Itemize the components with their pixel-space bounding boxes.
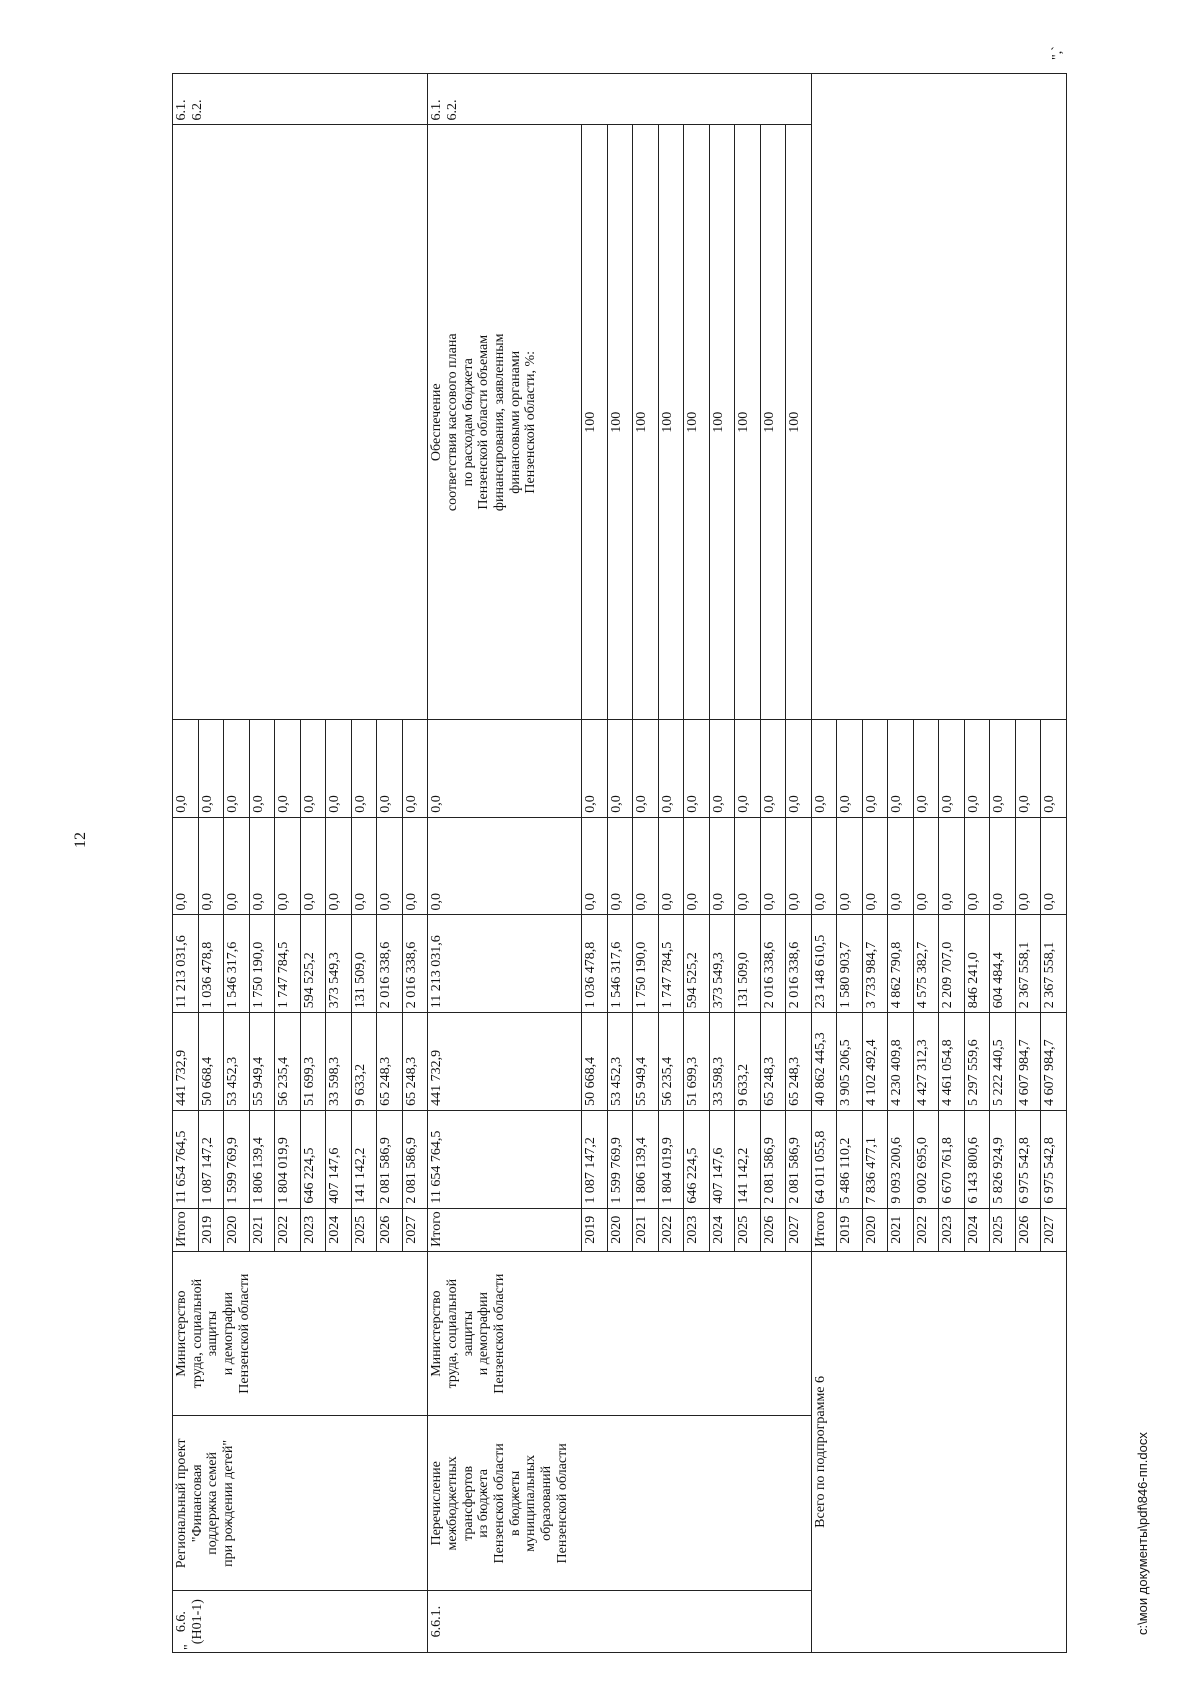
amount-cell-v2: 56 235,4 <box>275 1013 301 1111</box>
amount-cell-v2: 50 668,4 <box>582 1013 608 1111</box>
amount-cell-v5: 0,0 <box>939 720 965 818</box>
row-executor: Министерство труда, социальной защиты и демографии Пензенской области <box>428 1251 812 1416</box>
budget-table <box>172 73 1067 1653</box>
amount-cell-v3: 2 016 338,6 <box>760 915 786 1013</box>
amount-cell-v2: 51 699,3 <box>300 1013 326 1111</box>
amount-cell-v4: 0,0 <box>633 817 659 915</box>
period-cell: 2022 <box>913 1208 939 1251</box>
amount-cell-v5: 0,0 <box>300 720 326 818</box>
amount-cell-v4: 0,0 <box>173 817 199 915</box>
amount-cell-v2: 56 235,4 <box>658 1013 684 1111</box>
amount-cell-v4: 0,0 <box>913 817 939 915</box>
table-row <box>811 74 837 1653</box>
period-cell: 2027 <box>786 1208 812 1251</box>
table-row <box>428 74 582 1653</box>
amount-cell-v2: 65 248,3 <box>786 1013 812 1111</box>
amount-cell-v3: 1 546 317,6 <box>224 915 250 1013</box>
amount-cell-v1: 6 975 542,8 <box>1015 1110 1041 1208</box>
period-cell: 2019 <box>582 1208 608 1251</box>
amount-cell-v4: 0,0 <box>658 817 684 915</box>
amount-cell-v4: 0,0 <box>888 817 914 915</box>
period-cell: 2020 <box>607 1208 633 1251</box>
indicator-value: 100 <box>684 125 710 720</box>
amount-cell-v2: 9 633,2 <box>735 1013 761 1111</box>
amount-cell-v4: 0,0 <box>760 817 786 915</box>
amount-cell-v4: 0,0 <box>990 817 1016 915</box>
amount-cell-v2: 4 427 312,3 <box>913 1013 939 1111</box>
amount-cell-v1: 2 081 586,9 <box>786 1110 812 1208</box>
row-name: Региональный проект "Финансовая поддержка семей при рождении детей" <box>173 1416 428 1591</box>
amount-cell-v3: 4 862 790,8 <box>888 915 914 1013</box>
amount-cell-v5: 0,0 <box>735 720 761 818</box>
amount-cell-v1: 5 826 924,9 <box>990 1110 1016 1208</box>
rotated-table-container <box>172 73 1067 1653</box>
amount-cell-v1: 1 599 769,9 <box>607 1110 633 1208</box>
amount-cell-v3: 594 525,2 <box>300 915 326 1013</box>
amount-cell-v3: 1 750 190,0 <box>249 915 275 1013</box>
amount-cell-v4: 0,0 <box>377 817 403 915</box>
amount-cell-v2: 65 248,3 <box>760 1013 786 1111</box>
row-code: 6.6.1. <box>428 1591 812 1653</box>
amount-cell-v5: 0,0 <box>658 720 684 818</box>
corner-mark-left: " <box>182 1644 197 1650</box>
amount-cell-v4: 0,0 <box>351 817 377 915</box>
amount-cell-v1: 7 836 477,1 <box>862 1110 888 1208</box>
amount-cell-v3: 846 241,0 <box>964 915 990 1013</box>
period-cell: 2020 <box>224 1208 250 1251</box>
amount-cell-v5: 0,0 <box>633 720 659 818</box>
amount-cell-v2: 65 248,3 <box>377 1013 403 1111</box>
amount-cell-v1: 2 081 586,9 <box>402 1110 428 1208</box>
amount-cell-v3: 3 733 984,7 <box>862 915 888 1013</box>
indicator-value: 100 <box>760 125 786 720</box>
amount-cell-v3: 1 036 478,8 <box>582 915 608 1013</box>
amount-cell-v1: 6 670 761,8 <box>939 1110 965 1208</box>
amount-cell-v5: 0,0 <box>275 720 301 818</box>
amount-cell-v2: 4 102 492,4 <box>862 1013 888 1111</box>
amount-cell-v5: 0,0 <box>428 720 582 818</box>
row-executor: Министерство труда, социальной защиты и демографии Пензенской области <box>173 1251 428 1416</box>
amount-cell-v1: 64 011 055,8 <box>811 1110 837 1208</box>
period-cell: 2021 <box>249 1208 275 1251</box>
amount-cell-v2: 3 905 206,5 <box>837 1013 863 1111</box>
amount-cell-v3: 2 016 338,6 <box>402 915 428 1013</box>
period-cell: 2027 <box>1041 1208 1067 1251</box>
amount-cell-v2: 51 699,3 <box>684 1013 710 1111</box>
amount-cell-v4: 0,0 <box>275 817 301 915</box>
amount-cell-v1: 1 804 019,9 <box>658 1110 684 1208</box>
amount-cell-v1: 1 599 769,9 <box>224 1110 250 1208</box>
amount-cell-v1: 11 654 764,5 <box>173 1110 199 1208</box>
amount-cell-v5: 0,0 <box>709 720 735 818</box>
amount-cell-v4: 0,0 <box>1041 817 1067 915</box>
amount-cell-v4: 0,0 <box>709 817 735 915</box>
period-cell: 2025 <box>735 1208 761 1251</box>
period-cell: 2026 <box>760 1208 786 1251</box>
indicator-value: 100 <box>633 125 659 720</box>
page-number: 12 <box>72 832 89 848</box>
amount-cell-v2: 5 297 559,6 <box>964 1013 990 1111</box>
amount-cell-v5: 0,0 <box>351 720 377 818</box>
amount-cell-v3: 131 509,0 <box>735 915 761 1013</box>
amount-cell-v4: 0,0 <box>249 817 275 915</box>
amount-cell-v4: 0,0 <box>684 817 710 915</box>
period-cell: 2023 <box>300 1208 326 1251</box>
amount-cell-v4: 0,0 <box>198 817 224 915</box>
amount-cell-v5: 0,0 <box>607 720 633 818</box>
period-cell: 2025 <box>990 1208 1016 1251</box>
amount-cell-v3: 11 213 031,6 <box>428 915 582 1013</box>
amount-cell-v5: 0,0 <box>811 720 837 818</box>
indicator-ref: 6.1. 6.2. <box>173 74 428 125</box>
period-cell: 2022 <box>275 1208 301 1251</box>
amount-cell-v5: 0,0 <box>326 720 352 818</box>
amount-cell-v4: 0,0 <box>786 817 812 915</box>
amount-cell-v2: 441 732,9 <box>173 1013 199 1111</box>
table-row <box>173 74 199 1653</box>
amount-cell-v5: 0,0 <box>224 720 250 818</box>
amount-cell-v1: 1 087 147,2 <box>198 1110 224 1208</box>
amount-cell-v2: 53 452,3 <box>607 1013 633 1111</box>
amount-cell-v3: 131 509,0 <box>351 915 377 1013</box>
amount-cell-v1: 407 147,6 <box>709 1110 735 1208</box>
amount-cell-v3: 2 367 558,1 <box>1041 915 1067 1013</box>
amount-cell-v2: 33 598,3 <box>709 1013 735 1111</box>
amount-cell-v2: 5 222 440,5 <box>990 1013 1016 1111</box>
amount-cell-v1: 141 142,2 <box>351 1110 377 1208</box>
amount-cell-v2: 9 633,2 <box>351 1013 377 1111</box>
amount-cell-v3: 1 580 903,7 <box>837 915 863 1013</box>
amount-cell-v4: 0,0 <box>811 817 837 915</box>
empty-cell <box>811 74 1066 720</box>
period-cell: 2023 <box>684 1208 710 1251</box>
amount-cell-v4: 0,0 <box>224 817 250 915</box>
amount-cell-v4: 0,0 <box>837 817 863 915</box>
amount-cell-v5: 0,0 <box>684 720 710 818</box>
amount-cell-v3: 1 747 784,5 <box>275 915 301 1013</box>
amount-cell-v4: 0,0 <box>735 817 761 915</box>
amount-cell-v1: 9 093 200,6 <box>888 1110 914 1208</box>
indicator-value: 100 <box>735 125 761 720</box>
amount-cell-v3: 604 484,4 <box>990 915 1016 1013</box>
period-cell: 2019 <box>198 1208 224 1251</box>
amount-cell-v5: 0,0 <box>760 720 786 818</box>
corner-mark-right: ",` <box>1050 46 1065 60</box>
amount-cell-v3: 2 016 338,6 <box>377 915 403 1013</box>
amount-cell-v1: 2 081 586,9 <box>760 1110 786 1208</box>
amount-cell-v3: 2 367 558,1 <box>1015 915 1041 1013</box>
amount-cell-v3: 1 546 317,6 <box>607 915 633 1013</box>
period-cell: 2021 <box>633 1208 659 1251</box>
amount-cell-v2: 4 230 409,8 <box>888 1013 914 1111</box>
indicator-ref: 6.1. 6.2. <box>428 74 812 125</box>
amount-cell-v5: 0,0 <box>786 720 812 818</box>
amount-cell-v3: 4 575 382,7 <box>913 915 939 1013</box>
amount-cell-v3: 1 747 784,5 <box>658 915 684 1013</box>
amount-cell-v1: 1 087 147,2 <box>582 1110 608 1208</box>
amount-cell-v1: 6 143 800,6 <box>964 1110 990 1208</box>
period-cell: 2024 <box>964 1208 990 1251</box>
amount-cell-v5: 0,0 <box>888 720 914 818</box>
amount-cell-v5: 0,0 <box>964 720 990 818</box>
amount-cell-v3: 1 750 190,0 <box>633 915 659 1013</box>
period-cell: 2026 <box>1015 1208 1041 1251</box>
amount-cell-v5: 0,0 <box>582 720 608 818</box>
amount-cell-v1: 646 224,5 <box>300 1110 326 1208</box>
amount-cell-v1: 141 142,2 <box>735 1110 761 1208</box>
period-cell: 2019 <box>837 1208 863 1251</box>
amount-cell-v5: 0,0 <box>990 720 1016 818</box>
amount-cell-v2: 4 607 984,7 <box>1015 1013 1041 1111</box>
amount-cell-v1: 9 002 695,0 <box>913 1110 939 1208</box>
amount-cell-v4: 0,0 <box>428 817 582 915</box>
amount-cell-v5: 0,0 <box>862 720 888 818</box>
amount-cell-v1: 646 224,5 <box>684 1110 710 1208</box>
amount-cell-v4: 0,0 <box>862 817 888 915</box>
indicator-text: Обеспечение соответствия кассового плана по расходам бюджета Пензенской области объемам финансирования, заявленным финансовыми органами Пензенской области, %: <box>428 125 582 720</box>
amount-cell-v1: 407 147,6 <box>326 1110 352 1208</box>
amount-cell-v2: 55 949,4 <box>633 1013 659 1111</box>
amount-cell-v2: 4 607 984,7 <box>1041 1013 1067 1111</box>
amount-cell-v4: 0,0 <box>402 817 428 915</box>
period-cell: 2021 <box>888 1208 914 1251</box>
amount-cell-v3: 23 148 610,5 <box>811 915 837 1013</box>
indicator-value: 100 <box>582 125 608 720</box>
footer-file-path: c:\мои документы\pdf\846-пп.docx <box>1135 1432 1150 1635</box>
amount-cell-v4: 0,0 <box>300 817 326 915</box>
period-cell: Итого <box>428 1208 582 1251</box>
amount-cell-v2: 50 668,4 <box>198 1013 224 1111</box>
amount-cell-v3: 11 213 031,6 <box>173 915 199 1013</box>
amount-cell-v1: 1 806 139,4 <box>249 1110 275 1208</box>
amount-cell-v5: 0,0 <box>402 720 428 818</box>
amount-cell-v3: 2 209 707,0 <box>939 915 965 1013</box>
amount-cell-v5: 0,0 <box>173 720 199 818</box>
indicator-value: 100 <box>607 125 633 720</box>
period-cell: 2022 <box>658 1208 684 1251</box>
amount-cell-v5: 0,0 <box>198 720 224 818</box>
amount-cell-v5: 0,0 <box>1041 720 1067 818</box>
amount-cell-v3: 373 549,3 <box>709 915 735 1013</box>
amount-cell-v4: 0,0 <box>607 817 633 915</box>
amount-cell-v1: 6 975 542,8 <box>1041 1110 1067 1208</box>
period-cell: 2023 <box>939 1208 965 1251</box>
amount-cell-v5: 0,0 <box>249 720 275 818</box>
amount-cell-v1: 1 806 139,4 <box>633 1110 659 1208</box>
amount-cell-v5: 0,0 <box>837 720 863 818</box>
amount-cell-v4: 0,0 <box>326 817 352 915</box>
amount-cell-v5: 0,0 <box>913 720 939 818</box>
amount-cell-v3: 2 016 338,6 <box>786 915 812 1013</box>
period-cell: 2024 <box>709 1208 735 1251</box>
amount-cell-v4: 0,0 <box>964 817 990 915</box>
subprogram-total-label: Всего по подпрограмме 6 <box>811 1251 1066 1652</box>
indicator-value: 100 <box>709 125 735 720</box>
row-code: 6.6. (Н01-1) <box>173 1591 428 1653</box>
amount-cell-v2: 55 949,4 <box>249 1013 275 1111</box>
amount-cell-v5: 0,0 <box>1015 720 1041 818</box>
amount-cell-v2: 441 732,9 <box>428 1013 582 1111</box>
period-cell: Итого <box>173 1208 199 1251</box>
period-cell: 2025 <box>351 1208 377 1251</box>
amount-cell-v4: 0,0 <box>939 817 965 915</box>
period-cell: 2027 <box>402 1208 428 1251</box>
amount-cell-v2: 53 452,3 <box>224 1013 250 1111</box>
amount-cell-v2: 33 598,3 <box>326 1013 352 1111</box>
amount-cell-v1: 2 081 586,9 <box>377 1110 403 1208</box>
amount-cell-v4: 0,0 <box>1015 817 1041 915</box>
amount-cell-v2: 40 862 445,3 <box>811 1013 837 1111</box>
amount-cell-v3: 594 525,2 <box>684 915 710 1013</box>
indicator-value: 100 <box>786 125 812 720</box>
indicator-value: 100 <box>658 125 684 720</box>
amount-cell-v2: 4 461 054,8 <box>939 1013 965 1111</box>
amount-cell-v1: 1 804 019,9 <box>275 1110 301 1208</box>
amount-cell-v2: 65 248,3 <box>402 1013 428 1111</box>
amount-cell-v3: 1 036 478,8 <box>198 915 224 1013</box>
amount-cell-v5: 0,0 <box>377 720 403 818</box>
period-cell: 2024 <box>326 1208 352 1251</box>
amount-cell-v4: 0,0 <box>582 817 608 915</box>
period-cell: 2020 <box>862 1208 888 1251</box>
amount-cell-v1: 5 486 110,2 <box>837 1110 863 1208</box>
period-cell: Итого <box>811 1208 837 1251</box>
period-cell: 2026 <box>377 1208 403 1251</box>
indicator-cell <box>173 125 428 720</box>
row-name: Перечисление межбюджетных трансфертов из бюджета Пензенской области в бюджеты муниципальных образований Пензенской области <box>428 1416 812 1591</box>
amount-cell-v1: 11 654 764,5 <box>428 1110 582 1208</box>
amount-cell-v3: 373 549,3 <box>326 915 352 1013</box>
